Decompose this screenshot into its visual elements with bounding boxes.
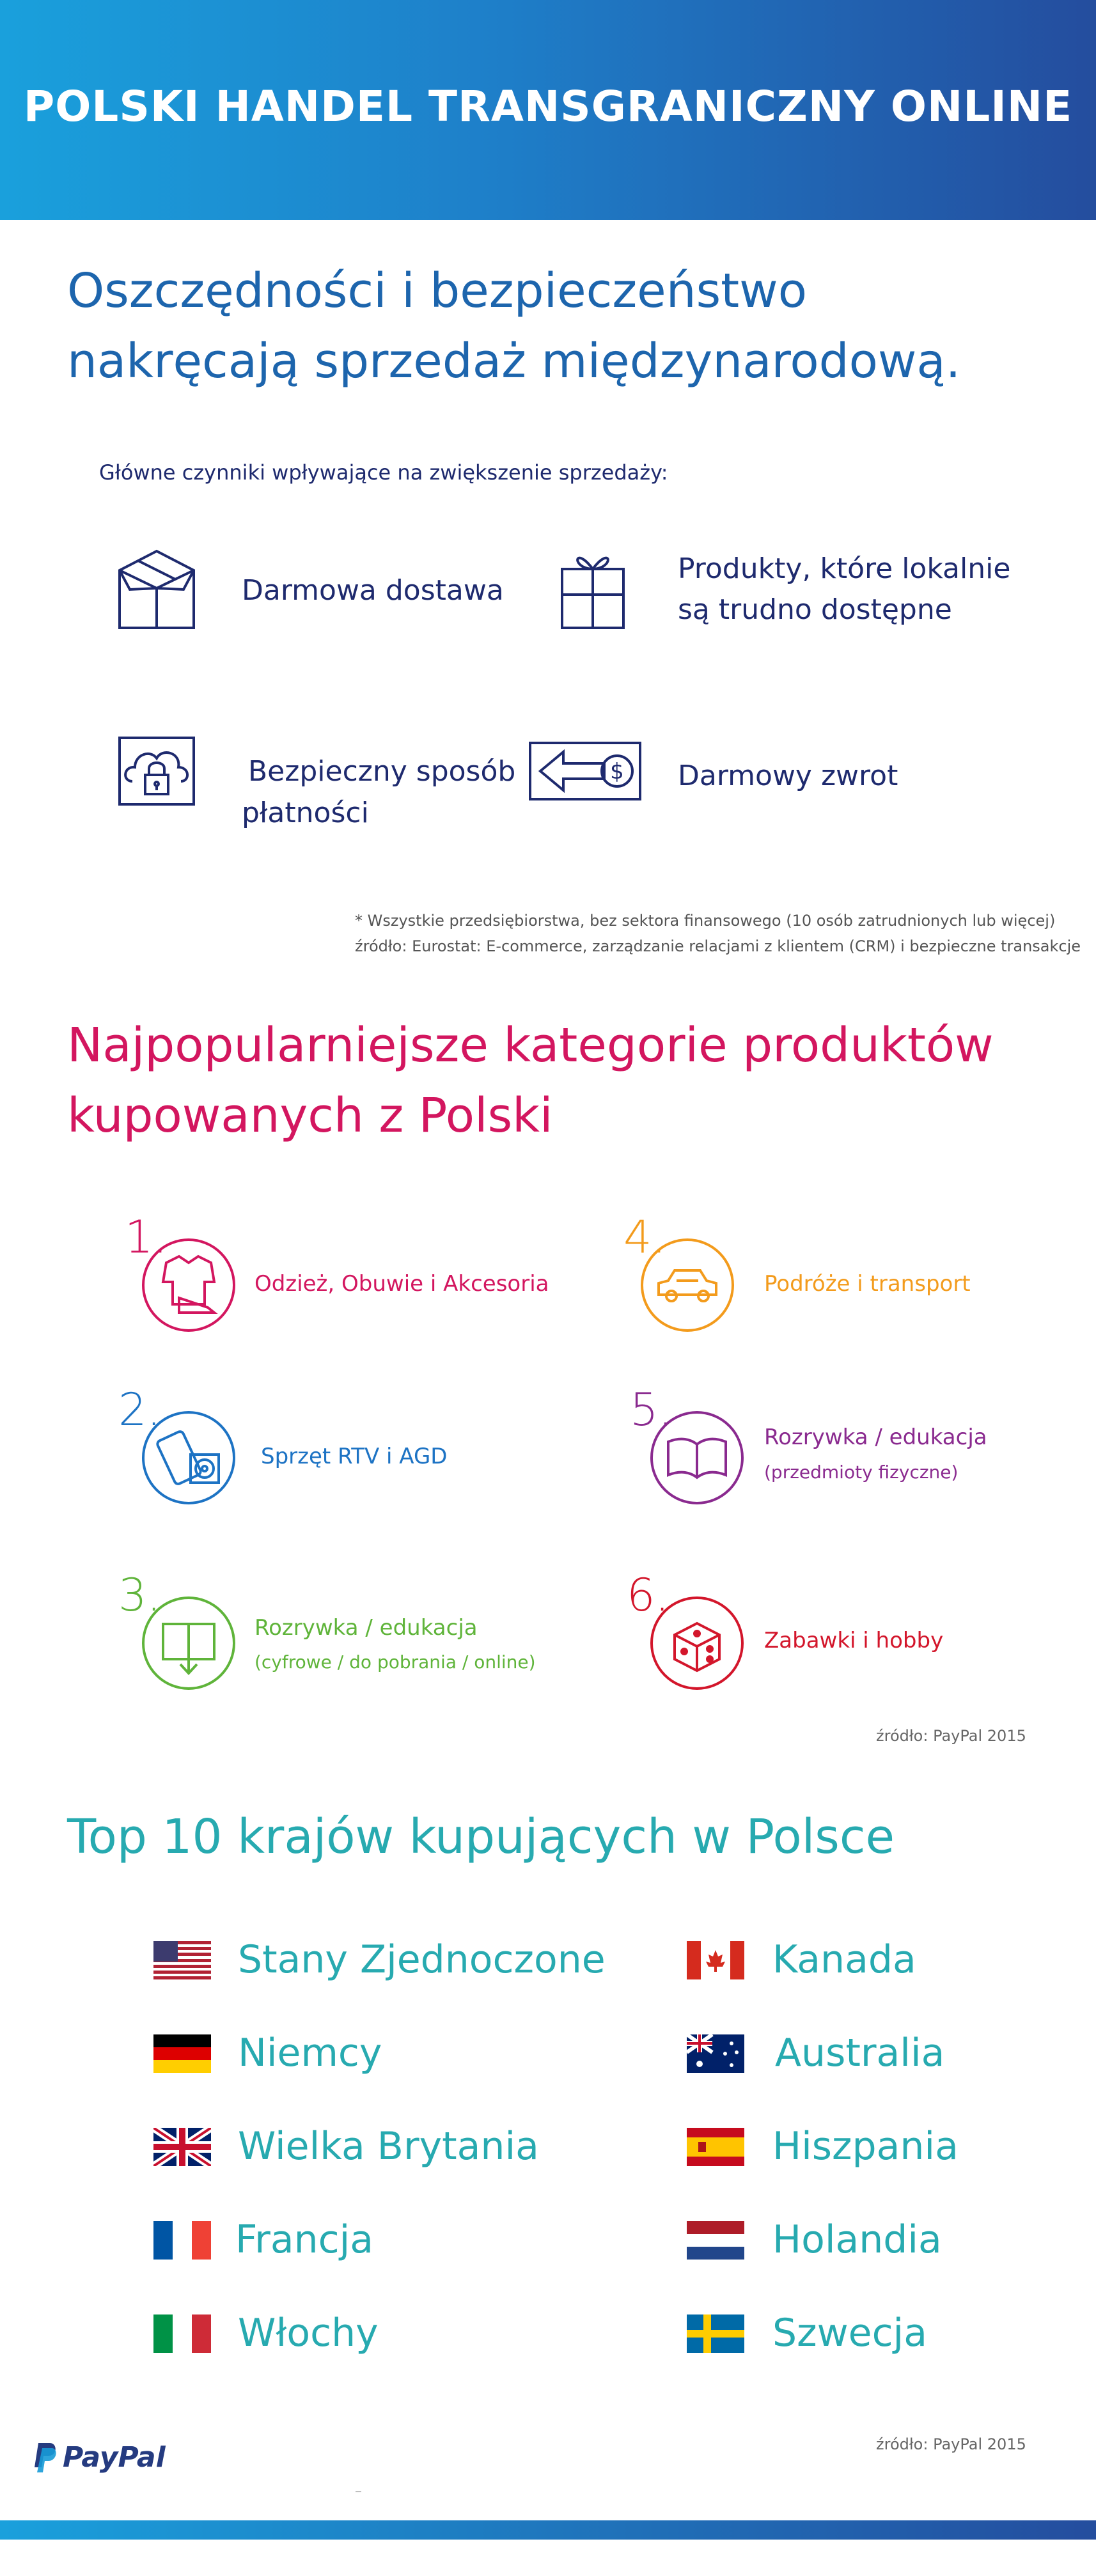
country-3: Wielka Brytania (238, 2124, 539, 2169)
category-sub-5: (przedmioty fizyczne) (764, 1462, 959, 1483)
section2-heading-line1: Najpopularniejsze kategorie produktów (67, 1018, 994, 1073)
category-label-1: Odzież, Obuwie i Akcesoria (254, 1271, 549, 1297)
factor-free-shipping: Darmowa dostawa (242, 574, 504, 607)
download-book-icon (141, 1595, 237, 1691)
flag-spain-icon (687, 2128, 744, 2166)
cloud-lock-icon (117, 735, 196, 807)
country-1: Stany Zjednoczone (238, 1937, 606, 1982)
category-sub-3: (cyfrowe / do pobrania / online) (254, 1651, 536, 1673)
page-title: POLSKI HANDEL TRANSGRANICZNY ONLINE (23, 82, 1073, 131)
svg-text:$: $ (610, 759, 624, 785)
country-2: Niemcy (238, 2031, 382, 2075)
phone-disc-icon (141, 1410, 237, 1506)
category-number-5: 5. (630, 1384, 673, 1436)
category-label-4: Podróże i transport (764, 1271, 971, 1297)
country-6: Kanada (772, 1937, 916, 1982)
gift-icon (560, 549, 626, 630)
paypal-logo (32, 2441, 166, 2474)
category-label-3: Rozrywka / edukacja (254, 1615, 478, 1641)
category-number-1: 1. (125, 1211, 168, 1263)
section1-heading-line1: Oszczędności i bezpieczeństwo (67, 263, 807, 318)
country-4: Francja (235, 2217, 374, 2262)
country-7: Australia (775, 2031, 945, 2075)
footnote-source: źródło: Eurostat: E-commerce, zarządzanie relacjami z klientem (CRM) i bezpieczne transakcje (355, 937, 1081, 955)
factors-intro: Główne czynniki wpływające na zwiększenie sprzedaży: (99, 460, 668, 485)
flag-italy-icon (153, 2314, 211, 2353)
category-label-5: Rozrywka / edukacja (764, 1425, 987, 1450)
flag-netherlands-icon (687, 2221, 744, 2260)
car-icon (639, 1237, 735, 1333)
factor-secure-payment-line2: płatności (242, 797, 369, 829)
box-icon (117, 549, 196, 630)
section2-heading-line2: kupowanych z Polski (67, 1088, 553, 1143)
category-number-4: 4. (623, 1211, 666, 1263)
book-icon (649, 1410, 745, 1506)
category-number-3: 3. (118, 1569, 161, 1621)
return-arrow-dollar-icon (528, 740, 643, 802)
flag-canada-icon (687, 1941, 744, 1979)
flag-sweden-icon (687, 2314, 744, 2353)
paypal-wordmark: PayPal (63, 2441, 166, 2474)
flag-usa-icon (153, 1941, 211, 1979)
country-8: Hiszpania (772, 2124, 959, 2169)
category-number-2: 2. (118, 1384, 161, 1436)
footer-bar (0, 2520, 1096, 2540)
country-5: Włochy (238, 2311, 379, 2355)
factor-hard-to-find-line1: Produkty, które lokalnie (678, 552, 1011, 585)
countries-source: źródło: PayPal 2015 (876, 2435, 1026, 2453)
flag-germany-icon (153, 2034, 211, 2073)
category-label-2: Sprzęt RTV i AGD (261, 1444, 448, 1469)
flag-australia-icon (687, 2034, 744, 2073)
factor-hard-to-find-line2: są trudno dostępne (678, 593, 952, 626)
category-label-6: Zabawki i hobby (764, 1628, 944, 1653)
flag-france-icon (153, 2221, 211, 2260)
factor-secure-payment-line1: Bezpieczny sposób (248, 755, 516, 788)
factor-free-returns: Darmowy zwrot (678, 760, 898, 792)
footer-dash: – (356, 2486, 361, 2497)
footnote-businesses: * Wszystkie przedsiębiorstwa, bez sektora finansowego (10 osób zatrudnionych lub więcej) (355, 912, 1056, 930)
section1-heading-line2: nakręcają sprzedaż międzynarodową. (67, 334, 961, 389)
country-9: Holandia (772, 2217, 942, 2262)
country-10: Szwecja (772, 2311, 927, 2355)
dice-icon (649, 1595, 745, 1691)
flag-uk-icon (153, 2128, 211, 2166)
paypal-p-icon (32, 2442, 58, 2474)
clothing-shoe-icon (141, 1237, 237, 1333)
categories-source: źródło: PayPal 2015 (876, 1727, 1026, 1745)
category-number-6: 6. (627, 1569, 669, 1621)
section3-heading: Top 10 krajów kupujących w Polsce (67, 1809, 895, 1864)
